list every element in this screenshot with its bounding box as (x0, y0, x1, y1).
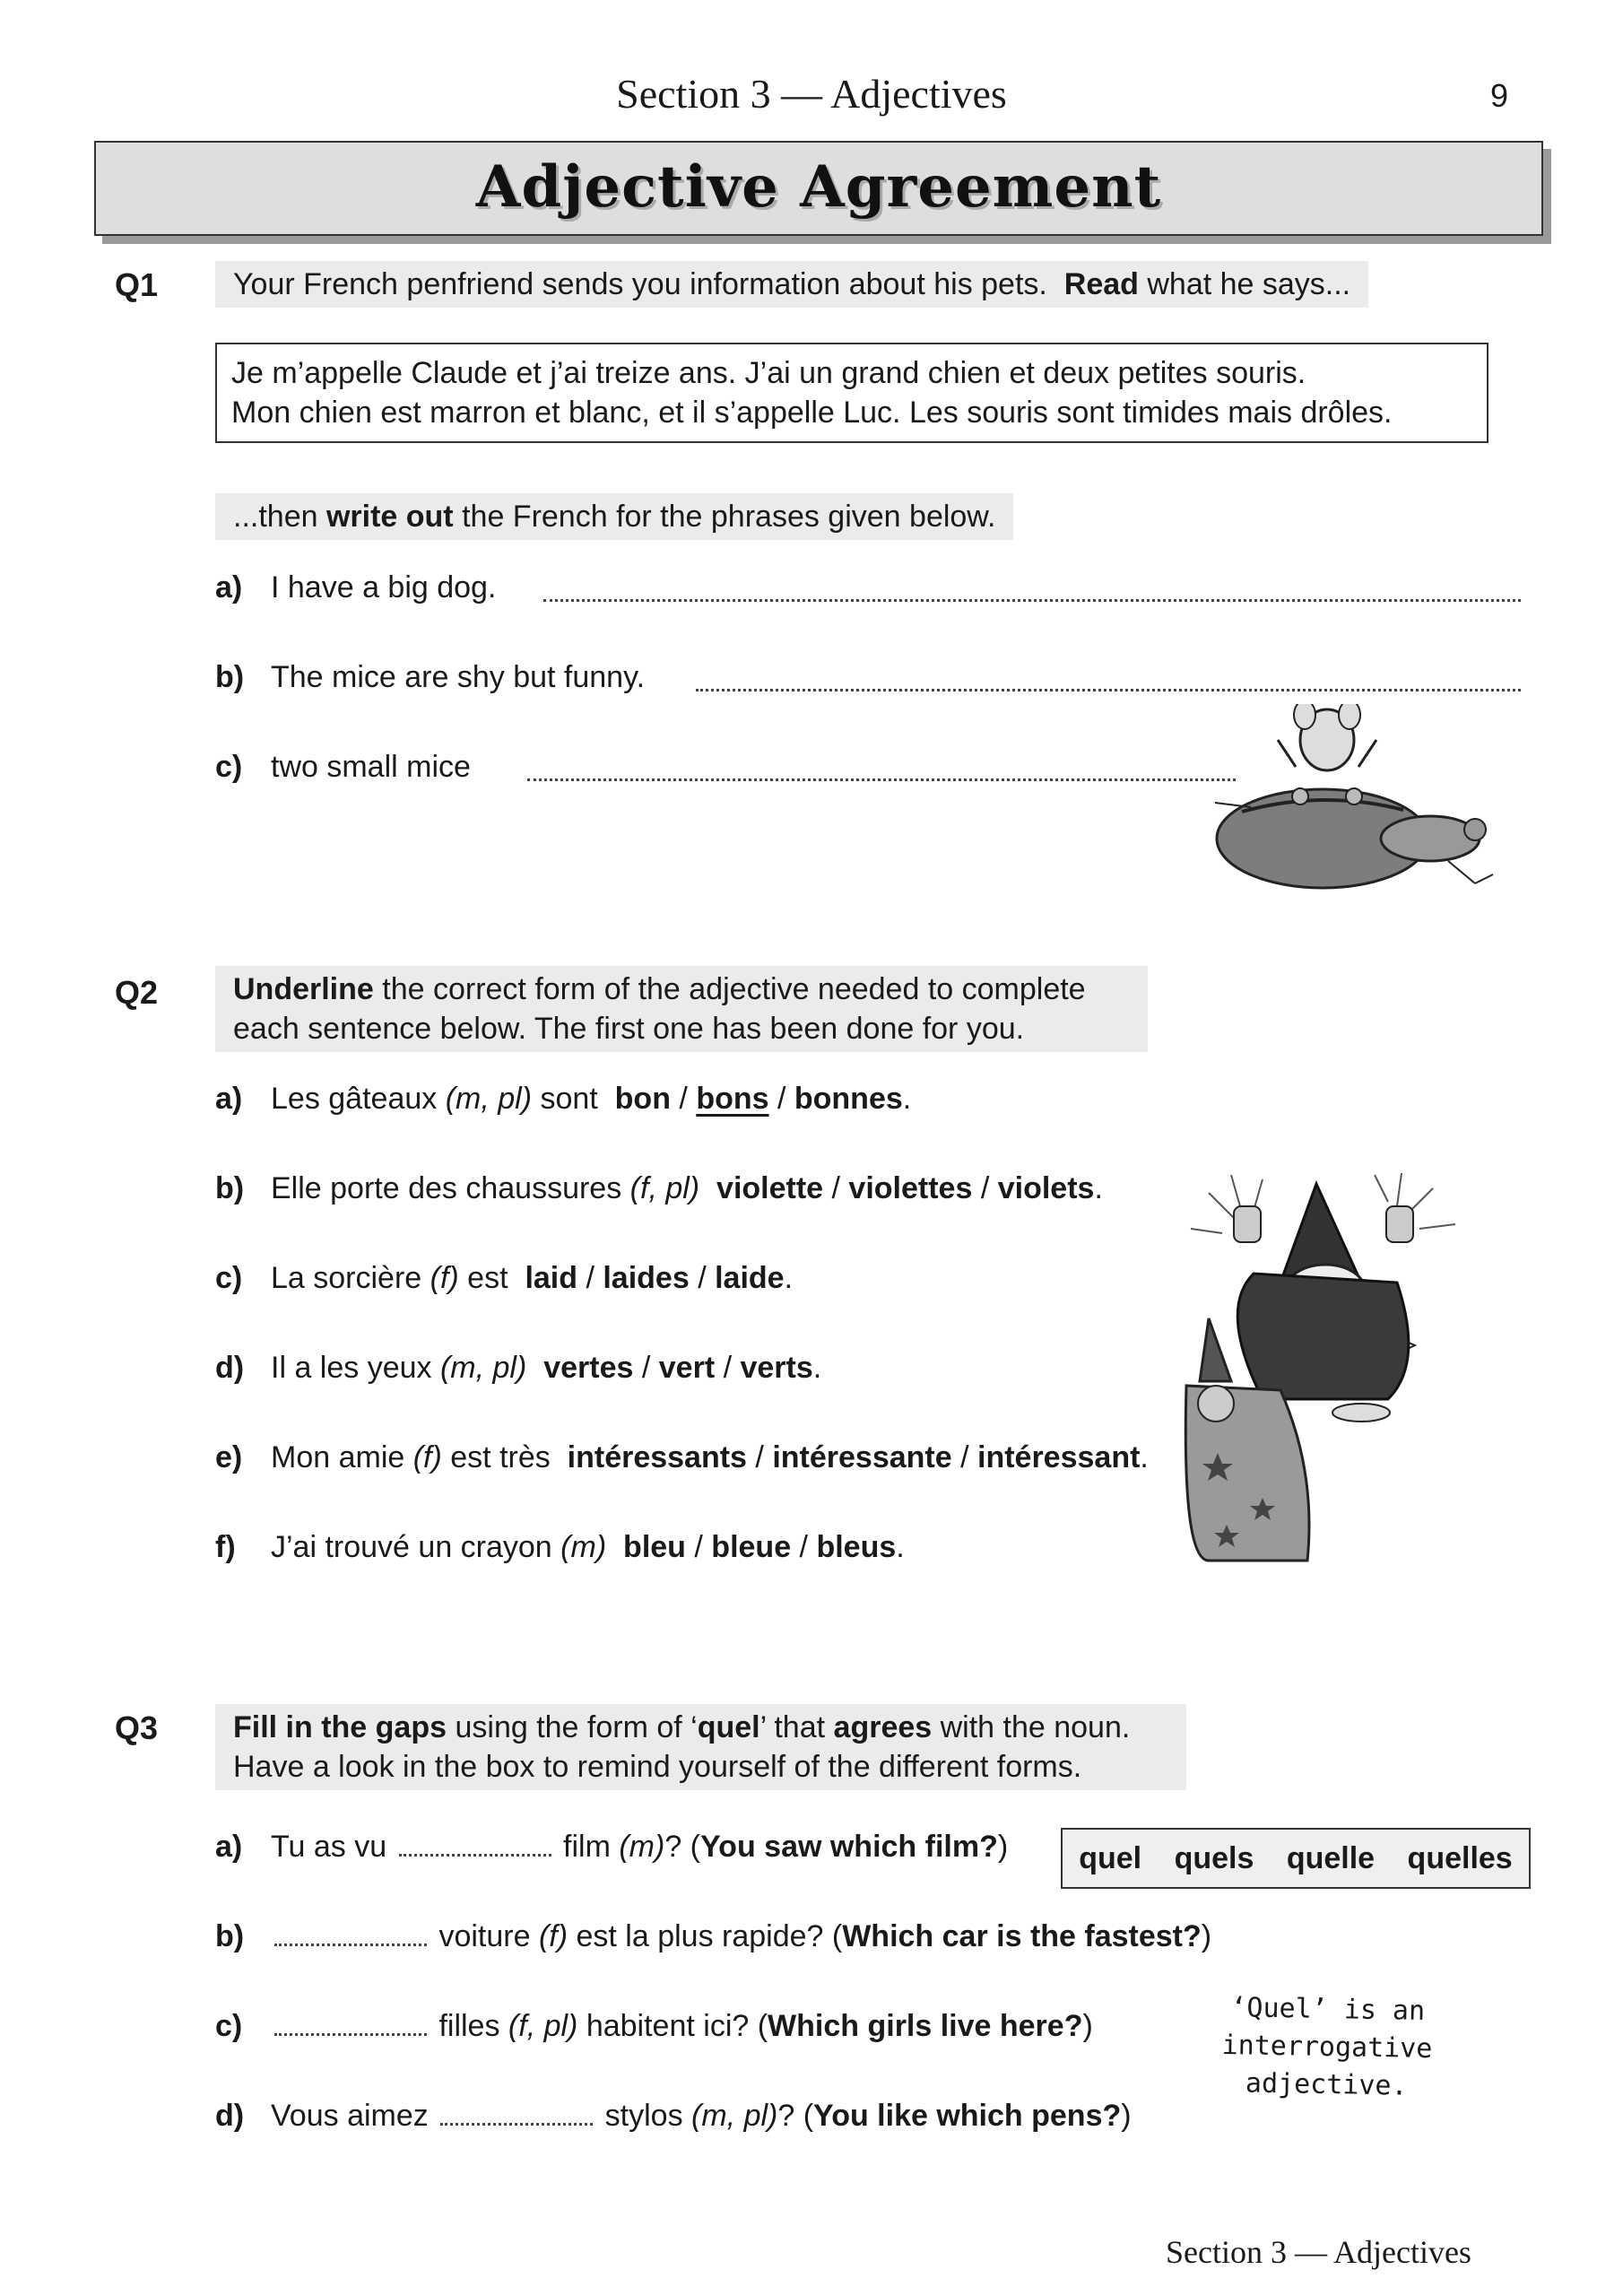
adjective-option[interactable]: violets (997, 1171, 1095, 1205)
gender-gloss: (m, pl) (691, 2099, 778, 2133)
q2-item-d: d) Il a les yeux (m, pl) vertes / vert / verts. (215, 1351, 822, 1385)
quel-note: ‘Quel’ is an interrogative adjective. (1221, 1992, 1433, 2102)
gender-gloss: (m, pl) (439, 1351, 527, 1385)
q3-instruction-bold: Fill in the gaps (233, 1710, 447, 1744)
gender-gloss: (f) (430, 1261, 459, 1295)
adjective-option[interactable]: intéressants (567, 1440, 747, 1474)
q3-instruction-agrees: agrees (833, 1710, 933, 1744)
q3-instruction-mid: using the form of ‘ (447, 1710, 698, 1744)
sentence-mid: sont (532, 1082, 607, 1116)
quel-form: quel (1079, 1840, 1142, 1875)
q1-instruction-post: what he says... (1138, 267, 1351, 301)
gender-gloss: (f) (538, 1919, 568, 1953)
adjective-option[interactable]: bon (614, 1082, 671, 1116)
item-label: b) (215, 1919, 245, 1953)
adjective-option[interactable]: verts (740, 1351, 813, 1385)
page-number: 9 (1490, 77, 1509, 114)
section-header: Section 3 — Adjectives (616, 71, 1007, 117)
q1-then-post: the French for the phrases given below. (453, 500, 996, 534)
q3-item-d (215, 2099, 1132, 2134)
sentence-noun: stylos (596, 2099, 692, 2133)
q3-item-a (215, 1830, 1008, 1865)
q3-instruction (215, 1704, 1186, 1790)
adjective-option[interactable]: bleu (623, 1530, 686, 1564)
item-label: c) (215, 1261, 243, 1295)
quel-form: quels (1174, 1840, 1254, 1875)
item-label: a) (215, 1830, 243, 1864)
translation: Which car is the fastest? (842, 1919, 1202, 1953)
q1-item-a (215, 570, 496, 605)
q1-instruction (215, 261, 1368, 308)
item-text: I have a big dog. (271, 570, 497, 604)
sentence-start: Il a les yeux (271, 1351, 440, 1385)
quel-form: quelles (1407, 1840, 1513, 1875)
sentence-end: ? ( (777, 2099, 814, 2133)
sentence-noun: voiture (430, 1919, 539, 1953)
sentence-mid (526, 1351, 534, 1385)
sentence-start: J’ai trouvé un crayon (271, 1530, 561, 1564)
letter-line-2: Mon chien est marron et blanc, et il s’appelle Luc. Les souris sont timides mais drôles. (231, 396, 1393, 430)
quel-forms-box (1061, 1828, 1531, 1889)
q3-item-b (215, 1919, 1211, 1954)
answer-line-c[interactable] (527, 778, 1236, 781)
adjective-option[interactable]: violette (716, 1171, 824, 1205)
adjective-option[interactable]: violettes (848, 1171, 973, 1205)
adjective-option[interactable]: laide (715, 1261, 785, 1295)
adjective-option[interactable]: vertes (543, 1351, 634, 1385)
sentence-end: habitent ici? ( (577, 2009, 768, 2043)
sentence-start: Vous aimez (271, 2099, 438, 2133)
q3-number: Q3 (115, 1709, 159, 1746)
adjective-option[interactable]: intéressante (772, 1440, 952, 1474)
gender-gloss: (m) (560, 1530, 607, 1564)
sentence-mid: est (458, 1261, 516, 1295)
item-label: a) (215, 1082, 243, 1116)
item-label: c) (215, 750, 243, 784)
sentence-start: Mon amie (271, 1440, 413, 1474)
closing-paren: ) (1201, 1919, 1212, 1953)
letter-line-1: Je m’appelle Claude et j’ai treize ans. J’ai un grand chien et deux petites souris. (231, 356, 1306, 390)
sentence-start: Elle porte des chaussures (271, 1171, 630, 1205)
answer-line-b[interactable] (696, 689, 1521, 691)
sentence-start: Tu as vu (271, 1830, 395, 1864)
adjective-option[interactable]: laides (603, 1261, 690, 1295)
adjective-option[interactable]: bleus (816, 1530, 897, 1564)
q2-item-a: a) Les gâteaux (m, pl) sont bon / bons / bonnes. (215, 1082, 912, 1116)
q1-number: Q1 (115, 266, 159, 303)
q2-instruction-bold: Underline (233, 972, 374, 1006)
q2-item-e: e) Mon amie (f) est très intéressants / intéressante / intéressant. (215, 1440, 1149, 1474)
sentence-noun: film (554, 1830, 620, 1864)
quel-form: quelle (1286, 1840, 1376, 1875)
q2-item-f: f) J’ai trouvé un crayon (m) bleu / bleue / bleus. (215, 1530, 905, 1564)
translation: You like which pens? (813, 2099, 1122, 2133)
page-title: Adjective Agreement (475, 153, 1162, 221)
footer-section: Section 3 — Adjectives (1166, 2234, 1471, 2270)
mouse-purse-illustration (1206, 704, 1502, 892)
item-label: c) (215, 2009, 243, 2043)
answer-line-a[interactable] (543, 599, 1521, 602)
translation: Which girls live here? (768, 2009, 1083, 2043)
sentence-end: est la plus rapide? ( (568, 1919, 843, 1953)
item-label: f) (215, 1530, 236, 1564)
q1-then-pre: ...then (233, 500, 326, 534)
item-label: d) (215, 1351, 245, 1385)
fill-gap[interactable] (399, 1832, 551, 1857)
q3-instruction-quel: quel (697, 1710, 760, 1744)
q2-item-b: b) Elle porte des chaussures (f, pl) violette / violettes / violets. (215, 1171, 1103, 1205)
sentence-mid (699, 1171, 707, 1205)
q2-instruction (215, 966, 1148, 1052)
adjective-option[interactable]: bleue (711, 1530, 792, 1564)
q1-then-bold: write out (325, 500, 454, 534)
q3-instruction-post: with the noun. (932, 1710, 1131, 1744)
q1-item-b (215, 660, 645, 695)
closing-paren: ) (997, 1830, 1009, 1864)
q2-item-c: c) La sorcière (f) est laid / laides / laide. (215, 1261, 794, 1295)
closing-paren: ) (1082, 2009, 1093, 2043)
q1-instruction-bold: Read (1063, 267, 1139, 301)
adjective-option[interactable]: vert (658, 1351, 716, 1385)
fill-gap[interactable] (440, 2101, 593, 2126)
q2-instruction-line1: the correct form of the adjective needed to complete (373, 972, 1086, 1006)
item-text: The mice are shy but funny. (271, 660, 646, 694)
gender-gloss: (f) (412, 1440, 442, 1474)
q3-item-c (215, 2009, 1093, 2044)
q3-instruction-line2: Have a look in the box to remind yourself of the different forms. (233, 1750, 1082, 1784)
sentence-noun: filles (430, 2009, 508, 2043)
item-text: two small mice (271, 750, 471, 784)
closing-paren: ) (1121, 2099, 1132, 2133)
title-banner (94, 141, 1543, 236)
gender-gloss: (m, pl) (445, 1082, 533, 1116)
fill-gap[interactable] (274, 1922, 427, 1946)
q1-item-c (215, 750, 471, 785)
gender-gloss: (f, pl) (508, 2009, 578, 2043)
sentence-start: La sorcière (271, 1261, 430, 1295)
sentence-mid (606, 1530, 614, 1564)
item-label: b) (215, 660, 245, 694)
gender-gloss: (f, pl) (629, 1171, 700, 1205)
q1-then-instruction (215, 493, 1013, 540)
gender-gloss: (m) (619, 1830, 665, 1864)
q2-number: Q2 (115, 974, 159, 1011)
q3-instruction-mid2: ’ that (759, 1710, 834, 1744)
q1-instruction-text: Your French penfriend sends you information about his pets. (233, 267, 1047, 301)
item-label: a) (215, 570, 243, 604)
item-label: b) (215, 1171, 245, 1205)
q2-instruction-line2: each sentence below. The first one has been done for you. (233, 1012, 1025, 1046)
adjective-option[interactable]: laid (525, 1261, 578, 1295)
item-label: d) (215, 2099, 245, 2133)
adjective-option[interactable]: bonnes (794, 1082, 903, 1116)
translation: You saw which film? (700, 1830, 998, 1864)
sentence-end: ? ( (664, 1830, 701, 1864)
wizard-illustration (1182, 1166, 1478, 1565)
adjective-option[interactable]: intéressant (977, 1440, 1141, 1474)
sentence-mid: est très (441, 1440, 560, 1474)
sentence-start: Les gâteaux (271, 1082, 446, 1116)
adjective-option-underlined[interactable]: bons (696, 1082, 769, 1116)
penfriend-letter (215, 343, 1488, 443)
item-label: e) (215, 1440, 243, 1474)
fill-gap[interactable] (274, 2012, 427, 2036)
